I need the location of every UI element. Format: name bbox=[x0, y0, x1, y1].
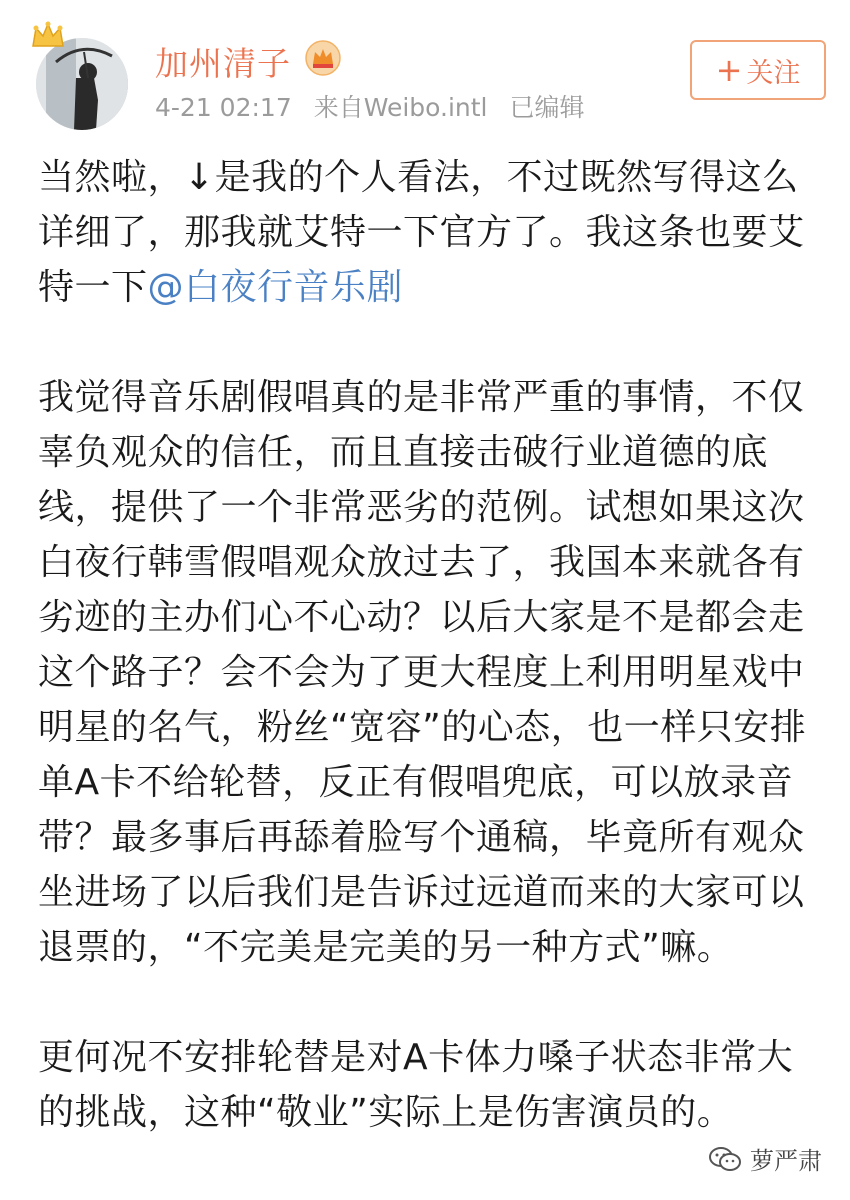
avatar[interactable] bbox=[36, 38, 128, 130]
avatar-image-icon bbox=[36, 38, 128, 130]
follow-label: 关注 bbox=[746, 57, 801, 89]
post-paragraph-3: 更何况不安排轮替是对A卡体力嗓子状态非常大的挑战，这种“敬业”实际上是伤害演员的。 bbox=[38, 1037, 794, 1133]
post-header bbox=[0, 0, 850, 140]
post-meta bbox=[155, 88, 598, 124]
paragraph-spacer bbox=[38, 315, 828, 370]
follow-button[interactable] bbox=[690, 40, 826, 100]
post-time: 4-21 02:17 bbox=[155, 93, 292, 122]
paragraph-1-text: 当然啦，↓是我的个人看法，不过既然写得这么详细了，那我就艾特一下官方了。我这条也要艾特一下 bbox=[38, 157, 805, 308]
post-body bbox=[38, 150, 828, 1140]
crown-icon bbox=[30, 20, 66, 50]
paragraph-spacer bbox=[38, 975, 828, 1030]
plus-icon: + bbox=[715, 51, 743, 89]
post-source: 来自Weibo.intl bbox=[313, 93, 488, 122]
wechat-icon bbox=[708, 1145, 742, 1173]
vip-crown-badge-icon[interactable] bbox=[305, 40, 341, 76]
post-paragraph-1 bbox=[38, 150, 828, 315]
mention-link[interactable]: @白夜行音乐剧 bbox=[147, 267, 404, 308]
edited-label: 已编辑 bbox=[509, 93, 585, 122]
watermark bbox=[708, 1141, 822, 1176]
post-paragraph-2: 我觉得音乐剧假唱真的是非常严重的事情，不仅辜负观众的信任，而且直接击破行业道德的底线，提供了一个非常恶劣的范例。试想如果这次白夜行韩雪假唱观众放过去了，我国本来就各有劣迹的主办们心不心动？以后大家是不是都会走这个路子？会不会为了更大程度上利用明星戏中明星的名气，粉丝“宽容”的心态，也一样只安排单A卡不给轮替，反正有假唱兜底，可以放录音带？最多事后再舔着脸写个通稿，毕竟所有观众坐进场了以后我们是告诉过远道而来的大家可以退票的，“不完美是完美的另一种方式”嘛。 bbox=[38, 377, 807, 968]
author-name[interactable]: 加州清子 bbox=[155, 44, 291, 83]
watermark-label: 萝严肃 bbox=[750, 1147, 822, 1175]
avatar-container[interactable] bbox=[30, 20, 140, 130]
